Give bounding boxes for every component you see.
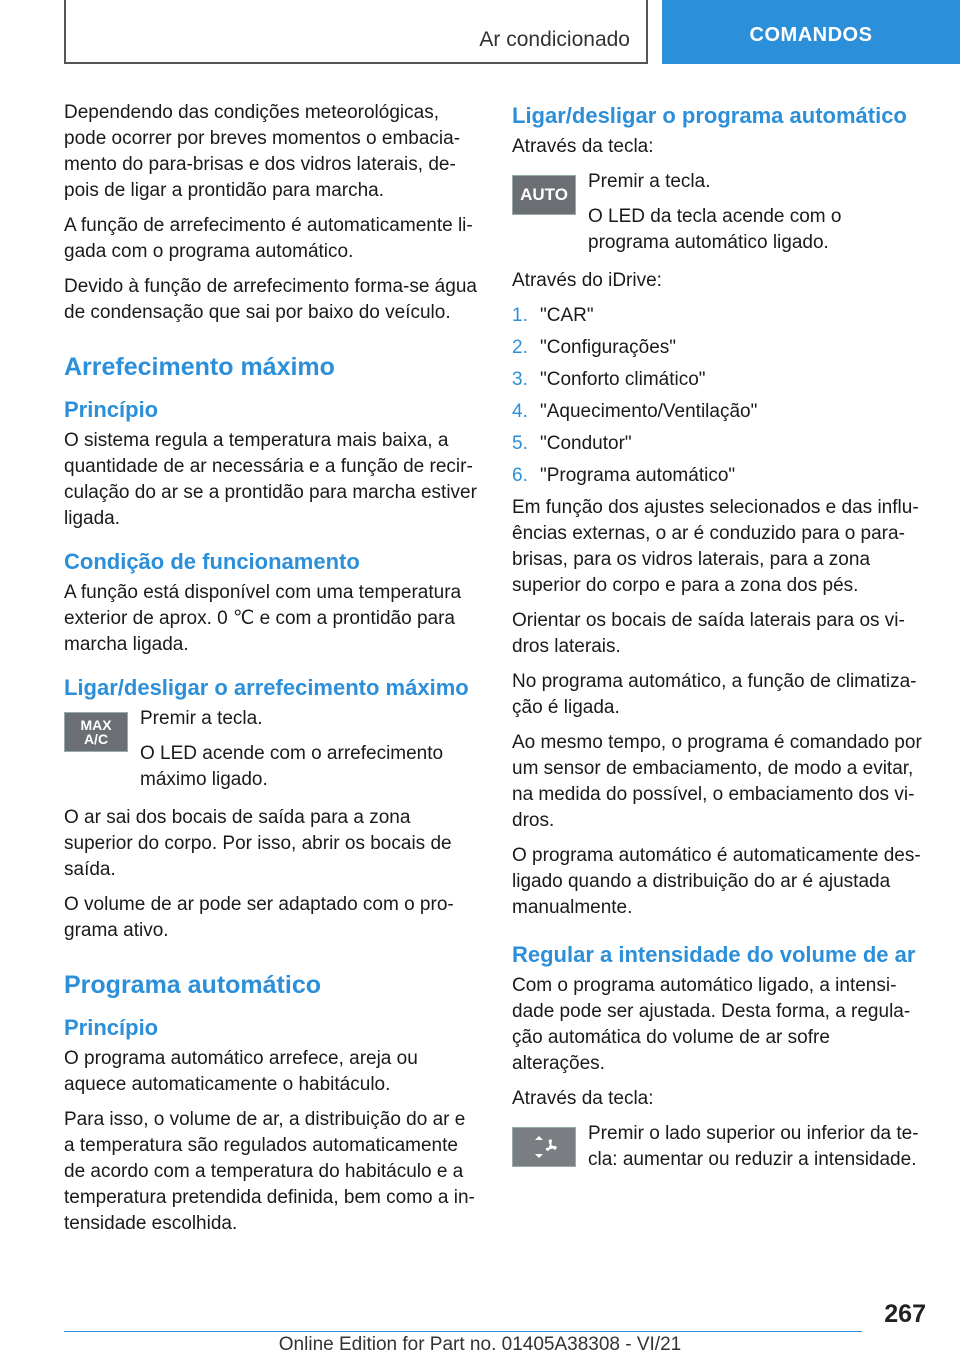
- heading-operating-condition: Condição de funcionamento: [64, 549, 360, 574]
- list-item: 4. "Aquecimento/Ventilação": [512, 401, 758, 422]
- paragraph: O sistema regula a temperatura mais baixa, a quantidade de ar necessária e a função de recirculação do ar se a prontidão para marcha estiver ligada.: [64, 430, 477, 529]
- page-number: 267: [884, 1300, 926, 1328]
- list-item: 5. "Condutor": [512, 433, 632, 454]
- chapter-tab: COMANDOS: [662, 0, 960, 64]
- list-item: 1. "CAR": [512, 305, 594, 326]
- paragraph: O ar sai dos bocais de saída para a zona superior do corpo. Por isso, abrir os bocais de saída.: [64, 807, 452, 880]
- heading-toggle-auto-program: Ligar/desligar o programa automático: [512, 103, 907, 128]
- paragraph: Orientar os bocais de saída laterais para os vidros laterais.: [512, 610, 905, 657]
- right-column: [512, 100, 926, 1182]
- paragraph: O programa automático arrefece, areja ou aquece automaticamente o habitáculo.: [64, 1048, 418, 1095]
- max-ac-key-row: [64, 706, 478, 793]
- fan-key-row: [512, 1121, 926, 1173]
- paragraph: Ao mesmo tempo, o programa é comandado por um sensor de embaciamento, de modo a evitar, na medida do possível, o embaciamento dos vidros.: [512, 732, 922, 831]
- heading-toggle-max-cooling: Ligar/desligar o arrefecimento máximo: [64, 675, 469, 700]
- fan-speed-icon: [529, 1136, 559, 1158]
- auto-key-icon: AUTO: [512, 175, 576, 215]
- fan-icon: [512, 1127, 576, 1167]
- footer-divider: [64, 1331, 862, 1332]
- list-item: 2. "Configurações": [512, 337, 677, 358]
- paragraph: O programa automático é automaticamente desligado quando a distribuição do ar é ajustada manualmente.: [512, 845, 921, 918]
- max-ac-key-label: MAX A/C: [80, 717, 112, 747]
- paragraph: O volume de ar pode ser adaptado com o programa ativo.: [64, 894, 454, 941]
- key-instruction: Premir o lado superior ou inferior da tecla: aumentar ou reduzir a intensidade.: [588, 1123, 919, 1170]
- list-item: 6. "Programa automático": [512, 465, 736, 486]
- max-ac-key-icon: [64, 712, 128, 752]
- key-instruction: Premir a tecla.: [588, 171, 711, 192]
- heading-max-cooling: Arrefecimento máximo: [64, 353, 335, 381]
- paragraph: No programa automático, a função de climatização é ligada.: [512, 671, 917, 718]
- paragraph: A função de arrefecimento é automaticamente ligada com o programa automático.: [64, 215, 473, 262]
- section-title: Ar condicionado: [479, 28, 630, 51]
- list-item: 3. "Conforto climático": [512, 369, 706, 390]
- key-led-note: O LED da tecla acende com o programa automático ligado.: [588, 206, 842, 253]
- heading-principle: Princípio: [64, 397, 159, 422]
- paragraph: Em função dos ajustes selecionados e das influências externas, o ar é conduzido para o para-brisas, para os vidros laterais, para a zona superior do corpo e para a zona dos pés.: [512, 497, 919, 596]
- heading-principle: Princípio: [64, 1015, 159, 1040]
- key-instruction: Premir a tecla.: [140, 708, 263, 729]
- paragraph: Através do iDrive:: [512, 270, 662, 291]
- paragraph: Através da tecla:: [512, 136, 654, 157]
- left-column: [64, 100, 478, 1246]
- idrive-steps: [512, 303, 926, 489]
- key-led-note: O LED acende com o arrefecimento máximo ligado.: [140, 743, 444, 790]
- paragraph: A função está disponível com uma temperatura exterior de aprox. 0 ℃ e com a prontidão para marcha ligada.: [64, 582, 462, 655]
- paragraph: Devido à função de arrefecimento forma-se água de condensação que sai por baixo do veículo.: [64, 276, 477, 323]
- heading-regulate-air-volume: Regular a intensidade do volume de ar: [512, 942, 916, 967]
- heading-auto-program: Programa automático: [64, 971, 322, 999]
- paragraph: Dependendo das condições meteorológicas, pode ocorrer por breves momentos o embaciamento do para-brisas e dos vidros laterais, depois de ligar a prontidão para marcha.: [64, 102, 461, 201]
- paragraph: Para isso, o volume de ar, a distribuição do ar e a temperatura são regulados automaticamente de acordo com a temperatura do habitáculo e a temperatura pretendida definida, bem como a intensidade escolhida.: [64, 1109, 475, 1234]
- header-bar: [64, 0, 648, 64]
- auto-key-row: [512, 169, 926, 256]
- paragraph: Com o programa automático ligado, a intensidade pode ser ajustada. Desta forma, a regulação automática do volume de ar sofre alterações.: [512, 975, 911, 1074]
- footer-edition: Online Edition for Part no. 01405A38308 - VI/21: [278, 1334, 682, 1355]
- paragraph: Através da tecla:: [512, 1088, 654, 1109]
